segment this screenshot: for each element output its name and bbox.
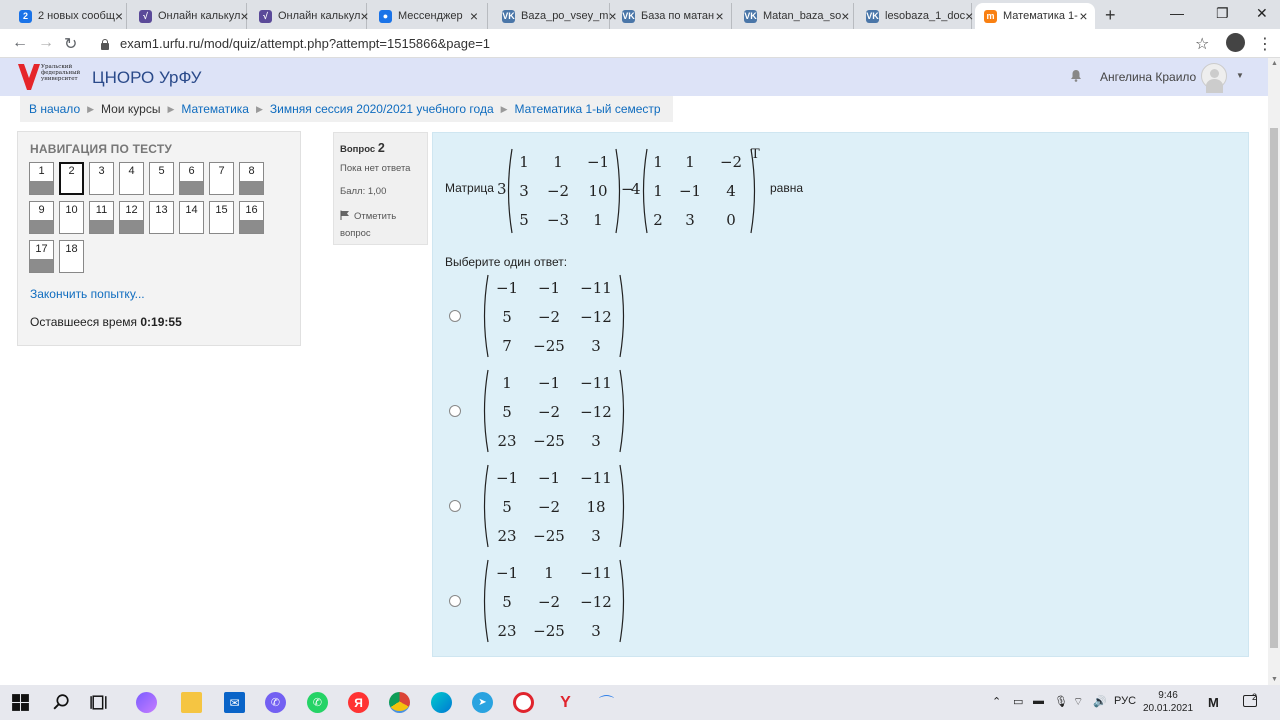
matrix-cell: 1 [653,182,663,200]
quiz-nav-button[interactable] [149,162,174,195]
viber-icon[interactable]: ✆ [265,692,286,713]
tab-label: Мессенджер [398,10,463,22]
back-icon[interactable]: ← [12,34,28,51]
site-header [0,58,1268,96]
answer-option[interactable] [479,273,639,361]
flag-question-button[interactable]: Отметить вопрос [340,211,397,239]
notifications-icon[interactable] [1243,692,1262,710]
task-view-icon[interactable] [89,692,110,713]
matrix-cell: 3 [685,211,695,229]
answer-option[interactable] [479,368,639,456]
edge-icon[interactable] [431,692,452,713]
clock[interactable]: 9:46 20.01.2021 [1143,690,1194,714]
yandex-browser-icon[interactable]: Я [348,692,369,713]
matrix-cell: 10 [588,182,608,200]
matrix-cell: −12 [580,308,612,326]
forward-icon[interactable]: → [38,34,54,51]
matrix-cell: −2 [546,182,570,200]
matrix-cell: −12 [580,403,612,421]
browser-tab[interactable] [735,3,854,29]
matrix-cell: 3 [591,622,601,640]
close-tab-icon[interactable]: × [715,8,724,24]
volume-icon[interactable]: 🔊 [1093,696,1107,708]
tab-favicon-icon: √ [259,10,272,23]
quiz-nav-number: 8 [248,165,255,177]
chrome-icon[interactable] [389,692,410,713]
tab-label: База по матан [641,10,715,22]
matrix-cell: −11 [580,374,612,392]
matrix-cell: −1 [495,279,519,297]
quiz-nav-number: 4 [128,165,135,177]
matrix-cell: 1 [685,153,695,171]
close-tab-icon[interactable]: × [1079,8,1088,24]
quiz-nav-number: 2 [68,165,75,177]
url-field[interactable] [92,32,1217,55]
quiz-nav-button[interactable] [89,162,114,195]
matrix-cell: −2 [537,593,561,611]
user-name[interactable]: Ангелина Краило [1100,70,1197,84]
breadcrumb-home[interactable]: В начало [29,102,81,116]
matrix-cell: 1 [544,564,554,582]
tab-label: 2 новых сообщ [38,10,115,22]
quiz-nav-button[interactable] [29,240,54,273]
matrix-cell: −2 [537,498,561,516]
quiz-nav-button[interactable] [89,201,114,234]
breadcrumb-math[interactable]: Математика [181,102,249,116]
quiz-nav-button[interactable] [59,240,84,273]
telegram-icon[interactable]: ➤ [472,692,493,713]
matrix-cell: −12 [580,593,612,611]
question-status: Пока нет ответа [340,163,411,174]
matrix-cell: −1 [495,564,519,582]
quiz-nav-number: 12 [125,204,138,216]
matrix-cell: 3 [519,182,529,200]
quiz-nav-number: 14 [185,204,198,216]
urfu-logo[interactable] [16,60,86,94]
bell-icon[interactable] [1070,69,1082,82]
matrix-cell: 23 [497,432,517,450]
search-icon[interactable] [51,692,72,713]
quiz-nav-number: 1 [38,165,45,177]
menu-icon[interactable]: ⋮ [1257,36,1273,53]
formula-operator: − [621,180,634,198]
matrix-cell: 1 [593,211,603,229]
quiz-nav-number: 11 [95,204,108,216]
quiz-nav-number: 10 [65,204,78,216]
breadcrumb-separator-icon: ▶ [255,103,263,114]
matrix-cell: 1 [519,153,529,171]
answer-radio[interactable] [449,595,461,607]
matrix-paren-left [485,275,489,357]
tab-favicon-icon: 2 [19,10,32,23]
alice-icon[interactable] [136,692,157,713]
matrix-paren-left [509,149,513,233]
matrix-cell: −1 [537,279,561,297]
matrix-cell: 2 [653,211,663,229]
tray-chevron-up-icon[interactable]: ⌃ [992,696,1002,708]
matrix-a [509,149,620,233]
quiz-nav-button[interactable] [239,201,264,234]
matrix-cell: −25 [533,622,565,640]
quiz-nav-number: 7 [218,165,225,177]
matrix-paren-left [485,465,489,547]
new-tab-button[interactable]: + [1105,5,1116,25]
matrix-cell: −1 [537,469,561,487]
question-info-block [333,132,428,245]
chevron-down-icon[interactable]: ▼ [1236,71,1244,80]
tab-favicon-icon: m [984,10,997,23]
quiz-nav-number: 13 [155,204,168,216]
matrix-cell: 1 [553,153,563,171]
matrix-cell: 23 [497,527,517,545]
close-tab-icon[interactable]: × [965,8,974,24]
close-tab-icon[interactable]: × [608,8,617,24]
tab-label: Математика 1- [1003,10,1078,22]
quiz-nav-title: НАВИГАЦИЯ ПО ТЕСТУ [30,142,173,156]
matrix-paren-right [616,149,620,233]
page-scrollbar[interactable] [1268,58,1280,685]
answer-radio[interactable] [449,405,461,417]
breadcrumb-separator-icon: ▶ [500,103,508,114]
maximize-button[interactable]: ❐ [1216,5,1229,21]
lock-icon [100,39,110,49]
quiz-nav-number: 5 [158,165,165,177]
meet-icon[interactable]: M [1208,695,1219,710]
matrix-cell: −11 [580,279,612,297]
matrix-cell: −2 [537,308,561,326]
matrix-paren-left [644,149,648,233]
matrix-cell: 3 [591,432,601,450]
quiz-nav-number: 18 [65,243,78,255]
answer-matrix [485,560,624,642]
quiz-nav-number: 16 [245,204,258,216]
tab-label: Онлайн калькул [158,10,241,22]
matrix-paren-right [620,275,624,357]
matrix-cell: −11 [580,469,612,487]
answer-radio[interactable] [449,500,461,512]
tab-favicon-icon: VK [502,11,515,21]
time-remaining: Оставшееся время 0:19:55 [30,315,182,329]
matrix-cell: 18 [586,498,606,516]
question-mark: Балл: 1,00 [340,186,387,197]
site-name[interactable]: ЦНОРО УрФУ [92,68,202,87]
question-content [432,132,1249,657]
quiz-nav-button[interactable] [179,162,204,195]
matrix-cell: −25 [533,337,565,355]
breadcrumb-my-courses: Мои курсы [101,102,161,116]
url-text: exam1.urfu.ru/mod/quiz/attempt.php?attempt=1515866&page=1 [120,36,491,51]
tab-favicon-icon: ● [379,10,392,23]
matrix-cell: 5 [502,403,512,421]
finish-attempt-link[interactable]: Закончить попытку... [30,287,145,301]
formula-transpose: T [751,147,760,162]
matrix-cell: 5 [502,593,512,611]
scroll-down-icon[interactable]: ▼ [1271,676,1278,683]
mail-icon[interactable]: ✉ [224,692,245,713]
tab-label: lesobaza_1_doc [885,10,966,22]
browser-tab[interactable] [250,3,367,29]
matrix-cell: 3 [591,527,601,545]
scroll-up-icon[interactable]: ▲ [1271,60,1278,67]
opera-icon[interactable] [513,692,534,713]
windows-start-icon[interactable] [10,692,31,713]
matrix-cell: 23 [497,622,517,640]
matrix-cell: 0 [726,211,736,229]
browser-tab[interactable] [975,3,1095,29]
wing-app-icon[interactable]: ⌒ [598,695,614,712]
quiz-nav-button[interactable] [119,201,144,234]
browser-tab-bar [0,0,1280,29]
quiz-nav-number: 9 [38,204,45,216]
address-bar [0,29,1280,58]
answer-matrix [485,275,624,357]
browser-tab[interactable] [857,3,972,29]
matrix-cell: 5 [502,308,512,326]
breadcrumb-separator-icon: ▶ [167,103,175,114]
matrix-paren-right [620,560,624,642]
matrix-cell: 1 [502,374,512,392]
matrix-cell: 5 [519,211,529,229]
quiz-nav-number: 3 [98,165,105,177]
tab-label: Matan_baza_so [763,10,842,22]
close-tab-icon[interactable]: × [240,8,249,24]
tab-favicon-icon: VK [622,11,635,21]
question-text: Матрица [445,181,494,195]
network-icon[interactable]: ⌔ [1073,696,1084,708]
breadcrumb-semester[interactable]: Математика 1-ый семестр [514,102,661,116]
matrix-cell: −2 [719,153,743,171]
matrix-cell: −1 [678,182,702,200]
close-tab-icon[interactable]: × [360,8,369,24]
reload-icon[interactable]: ↻ [64,36,78,53]
quiz-nav-button[interactable] [179,201,204,234]
close-tab-icon[interactable]: × [114,8,124,24]
file-explorer-icon[interactable] [181,692,202,713]
matrix-paren-right [620,465,624,547]
breadcrumb-session[interactable]: Зимняя сессия 2020/2021 учебного года [269,102,494,116]
tab-label: Онлайн калькул [278,10,361,22]
quiz-nav-button[interactable] [59,162,84,195]
question-formula [495,145,765,237]
svg-text:университет: университет [41,76,78,82]
notification-count: 2 [1252,692,1258,702]
answer-prompt: Выберите один ответ: [445,255,568,269]
svg-text:федеральный: федеральный [41,70,81,76]
question-text-suffix: равна [770,181,804,195]
matrix-cell: 1 [653,153,663,171]
quiz-nav-button[interactable] [29,201,54,234]
profile-icon[interactable] [1226,33,1245,52]
matrix-cell: 7 [502,337,512,355]
browser-tab[interactable] [130,3,247,29]
answer-option[interactable] [479,463,639,551]
answer-matrix [485,370,624,452]
matrix-cell: −25 [533,527,565,545]
quiz-nav-button[interactable] [149,201,174,234]
matrix-paren-left [485,370,489,452]
formula-coefficient: 3 [497,180,507,198]
answer-radio[interactable] [449,310,461,322]
flag-icon [340,210,350,220]
close-window-button[interactable]: ✕ [1256,5,1268,21]
quiz-nav-button[interactable] [119,162,144,195]
answer-option[interactable] [479,558,639,646]
matrix-paren-left [485,560,489,642]
quiz-nav-button[interactable] [209,201,234,234]
matrix-b [644,149,755,233]
browser-tab[interactable] [10,3,127,29]
matrix-paren-right [620,370,624,452]
matrix-cell: −11 [580,564,612,582]
matrix-cell: 4 [726,182,736,200]
windows-taskbar [0,685,1280,720]
breadcrumb-separator-icon: ▶ [87,103,95,114]
battery-icon[interactable]: ▬ [1033,695,1044,707]
scrollbar-thumb[interactable] [1270,128,1278,648]
tab-favicon-icon: VK [866,11,879,21]
matrix-cell: −3 [546,211,570,229]
matrix-cell: −25 [533,432,565,450]
matrix-cell: 3 [591,337,601,355]
quiz-nav-button[interactable] [59,201,84,234]
quiz-nav-button[interactable] [29,162,54,195]
close-tab-icon[interactable]: × [841,8,850,24]
browser-tab[interactable] [613,3,732,29]
close-tab-icon[interactable]: × [469,8,479,24]
quiz-nav-button[interactable] [239,162,264,195]
matrix-cell: −1 [495,469,519,487]
tab-favicon-icon: √ [139,10,152,23]
tray-device-icon[interactable]: ▭ [1013,696,1024,708]
svg-text:Уральский: Уральский [41,64,73,70]
avatar[interactable] [1201,63,1227,89]
microphone-icon[interactable]: 🎙 [1054,696,1068,708]
answer-matrix [485,465,624,547]
minimize-button[interactable]: — [1170,5,1184,21]
formula-coefficient: 4 [631,180,641,198]
tab-label: Baza_po_vsey_m [521,10,609,22]
quiz-nav-number: 6 [188,165,195,177]
bookmark-star-icon[interactable]: ☆ [1195,36,1210,53]
matrix-cell: −1 [586,153,610,171]
matrix-cell: −2 [537,403,561,421]
quiz-nav-button[interactable] [209,162,234,195]
matrix-cell: −1 [537,374,561,392]
question-number: Вопрос 2 [340,141,385,155]
browser-tab[interactable] [370,3,488,29]
yandex-icon[interactable]: Y [560,693,571,711]
breadcrumb [20,96,673,122]
whatsapp-icon[interactable]: ✆ [307,692,328,713]
tab-favicon-icon: VK [744,11,757,21]
quiz-navigation-block [17,131,301,346]
matrix-cell: 5 [502,498,512,516]
language-indicator[interactable]: РУС [1114,695,1137,707]
quiz-nav-number: 17 [35,243,48,255]
browser-tab[interactable] [493,3,617,29]
quiz-nav-number: 15 [215,204,228,216]
